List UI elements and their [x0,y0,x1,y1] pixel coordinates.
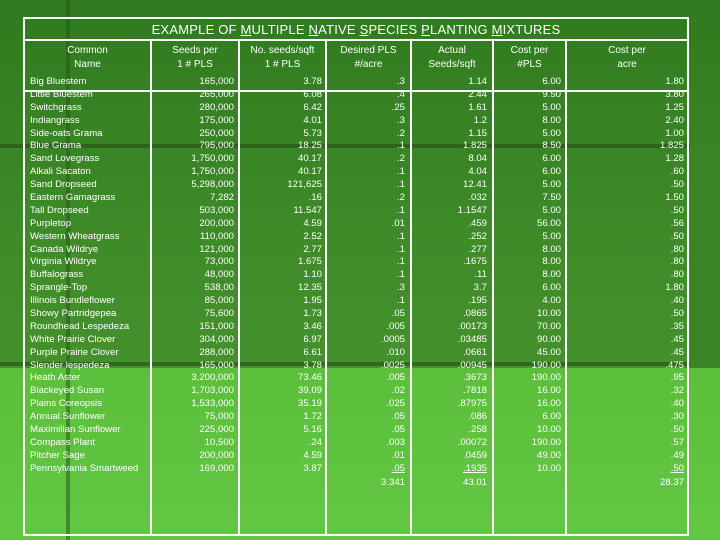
cost-per-acre-cell: .35 [670,320,684,332]
table-row [25,192,687,205]
species-name-cell: Pitcher Sage [30,449,85,461]
seeds-per-lb-cell: 200,000 [199,449,234,461]
actual-seeds-cell: .258 [468,424,487,436]
title-initial: P [421,22,431,37]
seeds-per-sqft-cell: 1.675 [297,256,322,268]
desired-pls-cell: .0025 [380,359,405,371]
desired-pls-cell: .005 [386,320,405,332]
desired-pls-cell: .003 [386,436,405,448]
seeds-per-lb-cell: 265,000 [199,88,234,100]
cost-per-pls-cell: 45.00 [536,346,561,358]
header-cost-per-pls [494,44,565,72]
table-row [25,102,687,115]
cost-per-pls-cell: 8.00 [542,269,561,281]
seeds-per-lb-cell: 200,000 [199,217,234,229]
cost-per-acre-cell: .80 [670,269,684,281]
header-cost-per-acre [567,44,687,72]
table-row [25,334,687,347]
seeds-per-sqft-cell: 2.77 [303,243,322,255]
header-line: #/acre [354,59,383,70]
cost-per-pls-cell: 49.00 [536,449,561,461]
desired-pls-cell: .1 [396,204,405,216]
seeds-per-sqft-cell: 1.10 [303,269,322,281]
cost-per-pls-cell: 16.00 [536,385,561,397]
table-row [25,166,687,179]
table-row [25,256,687,269]
seeds-per-sqft-cell: .16 [308,192,322,204]
table-row [25,295,687,308]
cost-per-acre-cell: 1.28 [665,153,684,165]
desired-pls-cell: .1 [396,269,405,281]
title-initial: M [240,22,252,37]
actual-seeds-cell: .0865 [462,308,487,320]
species-name-cell: Pennsylvania Smartweed [30,462,139,474]
species-name-cell: Buffalograss [30,269,84,281]
seeds-per-lb-cell: 121,000 [199,243,234,255]
cost-per-pls-cell: 8.00 [542,256,561,268]
cost-per-pls-cell: 70.00 [536,320,561,332]
table-row [25,205,687,218]
actual-seeds-cell: 8.04 [468,153,487,165]
seeds-per-sqft-cell: 2.52 [303,230,322,242]
table-row [25,398,687,411]
desired-pls-cell: .005 [386,372,405,384]
table-row [25,308,687,321]
cost-per-pls-cell: 56.00 [536,217,561,229]
desired-pls-cell: .3 [396,114,405,126]
total-actual-seeds: 43.01 [462,476,487,488]
cost-per-acre-cell: .50 [670,424,684,436]
seeds-per-lb-cell: 165,000 [199,359,234,371]
actual-seeds-cell: 1.2 [473,114,487,126]
seeds-per-sqft-cell: 3.46 [303,320,322,332]
cost-per-acre-cell: .50 [670,230,684,242]
actual-seeds-cell: 1.15 [468,127,487,139]
table-title [25,19,687,41]
seeds-per-lb-cell: 7,282 [209,192,234,204]
cost-per-pls-cell: 90.00 [536,333,561,345]
cost-per-pls-cell: 7.50 [542,192,561,204]
actual-seeds-cell: .00173 [457,320,487,332]
header-seeds-per-sqft [240,44,325,72]
seeds-per-sqft-cell: 3.78 [303,359,322,371]
cost-per-acre-cell: 2.40 [665,114,684,126]
actual-seeds-cell: 2.44 [468,88,487,100]
seeds-per-sqft-cell: 39.09 [297,385,322,397]
species-name-cell: Canada Wildrye [30,243,99,255]
seeds-per-lb-cell: 795,000 [199,140,234,152]
species-name-cell: Maximilian Sunflower [30,424,121,436]
species-name-cell: Little Bluestem [30,88,93,100]
species-name-cell: Purpletop [30,217,72,229]
desired-pls-cell: .1 [396,179,405,191]
actual-seeds-cell: .00945 [457,359,487,371]
actual-seeds-cell: .459 [468,217,487,229]
title-text: PECIES [368,22,422,37]
seeds-per-sqft-cell: .24 [308,436,322,448]
header-seeds-per-lb [152,44,238,72]
cost-per-pls-cell: 16.00 [536,398,561,410]
seeds-per-lb-cell: 3,200,000 [191,372,234,384]
actual-seeds-cell: 3.7 [473,282,487,294]
table-row [25,450,687,463]
species-name-cell: Alkali Sacaton [30,166,91,178]
cost-per-acre-cell: .30 [670,411,684,423]
header-line: 1 # PLS [264,59,301,70]
cost-per-pls-cell: 190.00 [531,436,561,448]
cost-per-acre-cell: 1.80 [665,76,684,87]
actual-seeds-cell: .11 [474,269,487,281]
cost-per-acre-cell: 1.00 [665,127,684,139]
cost-per-pls-cell: 4.00 [542,295,561,307]
table-row [25,463,687,476]
actual-seeds-cell: .252 [468,230,487,242]
seeds-per-lb-cell: 5,298,000 [191,179,234,191]
desired-pls-cell: .1 [396,295,405,307]
seeds-per-sqft-cell: 3.78 [303,76,322,87]
desired-pls-cell: .1 [396,140,405,152]
totals-row [25,476,687,490]
cost-per-pls-cell: 8.00 [542,243,561,255]
table-row [25,89,687,102]
species-name-cell: Indiangrass [30,114,80,126]
species-name-cell: Big Bluestem [30,76,87,87]
seeds-per-sqft-cell: 73.46 [297,372,322,384]
desired-pls-cell: .1 [396,256,405,268]
table-row [25,179,687,192]
cost-per-pls-cell: 6.00 [542,76,561,87]
cost-per-pls-cell: 190.00 [531,372,561,384]
cost-per-acre-cell: .45 [670,333,684,345]
seeds-per-lb-cell: 75,600 [204,308,234,320]
cost-per-pls-cell: 6.00 [542,411,561,423]
species-name-cell: Sand Dropseed [30,179,97,191]
actual-seeds-cell: .0459 [462,449,487,461]
table-row [25,269,687,282]
seeds-per-sqft-cell: 1.72 [303,411,322,423]
seeds-per-lb-cell: 75,000 [204,411,234,423]
seeds-per-lb-cell: 85,000 [204,295,234,307]
cost-per-acre-cell: .50 [670,204,684,216]
actual-seeds-cell: 1.14 [468,76,487,87]
desired-pls-cell: .3 [396,282,405,294]
desired-pls-cell: .4 [396,88,405,100]
cost-per-acre-cell: .40 [670,398,684,410]
table-row [25,128,687,141]
table-row [25,424,687,437]
seeds-per-sqft-cell: 40.17 [297,166,322,178]
table-row [25,76,687,89]
title-text: LANTING [430,22,492,37]
table-row [25,218,687,231]
header-line: Actual [438,45,466,56]
title-initial: S [359,22,369,37]
species-name-cell: Switchgrass [30,101,82,113]
desired-pls-cell: .02 [391,385,405,397]
title-text: ATIVE [318,22,360,37]
background-panel [690,144,720,368]
table-row [25,372,687,385]
desired-pls-cell: .05 [391,308,405,320]
desired-pls-cell: .010 [386,346,405,358]
title-initial: M [491,22,503,37]
desired-pls-cell: .25 [391,101,405,113]
table-row [25,231,687,244]
desired-pls-cell: .05 [391,424,405,436]
cost-per-pls-cell: 5.00 [542,101,561,113]
actual-seeds-cell: .032 [468,192,487,204]
cost-per-pls-cell: 6.00 [542,153,561,165]
seeds-per-sqft-cell: 4.01 [303,114,322,126]
cost-per-acre-cell: .50 [670,179,684,191]
seeds-per-sqft-cell: 1.73 [303,308,322,320]
actual-seeds-cell: .1675 [462,256,487,268]
table-row [25,153,687,166]
seeds-per-lb-cell: 225,000 [199,424,234,436]
species-name-cell: Side-oats Grama [30,127,103,139]
seeds-per-lb-cell: 1,750,000 [191,166,234,178]
seeds-per-lb-cell: 151,000 [199,320,234,332]
planting-mixtures-table [23,17,689,536]
actual-seeds-cell: .086 [468,411,487,423]
title-text: IXTURES [502,22,561,37]
actual-seeds-cell: 1.825 [462,140,487,152]
cost-per-acre-cell: 3.80 [665,88,684,100]
seeds-per-lb-cell: 175,000 [199,114,234,126]
header-line: 1 # PLS [177,59,213,70]
cost-per-pls-cell: 5.00 [542,230,561,242]
cost-per-acre-cell: .80 [670,243,684,255]
seeds-per-lb-cell: 73,000 [204,256,234,268]
seeds-per-lb-cell: 503,000 [199,204,234,216]
header-line: Cost per [608,45,646,56]
seeds-per-lb-cell: 10,500 [204,436,234,448]
species-name-cell: Roundhead Lespedeza [30,320,130,332]
cost-per-pls-cell: 5.00 [542,127,561,139]
cost-per-acre-cell: .56 [670,217,684,229]
table-row [25,140,687,153]
cost-per-acre-cell: .95 [670,372,684,384]
species-name-cell: Purple Prairie Clover [30,346,119,358]
table-body [25,76,687,490]
table-row [25,321,687,334]
cost-per-pls-cell: 6.00 [542,166,561,178]
header-line: Seeds/sqft [428,59,476,70]
actual-seeds-cell: 12.41 [462,179,487,191]
desired-pls-cell: .3 [396,76,405,87]
cost-per-acre-cell: .60 [670,166,684,178]
seeds-per-sqft-cell: 4.59 [303,217,322,229]
seeds-per-sqft-cell: 6.08 [303,88,322,100]
actual-seeds-cell: .277 [468,243,487,255]
actual-seeds-cell: .0661 [462,346,487,358]
actual-seeds-cell: 1.61 [468,101,487,113]
cost-per-pls-cell: 10.00 [536,424,561,436]
seeds-per-lb-cell: 538,00 [204,282,234,294]
seeds-per-sqft-cell: 4.59 [303,449,322,461]
seeds-per-lb-cell: 288,000 [199,346,234,358]
seeds-per-sqft-cell: 121,625 [287,179,322,191]
cost-per-acre-cell: 1.80 [665,282,684,294]
desired-pls-cell: .01 [391,217,405,229]
cost-per-acre-cell: .40 [670,295,684,307]
desired-pls-cell: .01 [391,449,405,461]
seeds-per-sqft-cell: 3.87 [303,462,322,474]
seeds-per-lb-cell: 169,000 [199,462,234,474]
desired-pls-cell: .1 [396,230,405,242]
species-name-cell: Slender lespedeza [30,359,110,371]
seeds-per-lb-cell: 110,000 [200,230,234,242]
cost-per-pls-cell: 8.50 [542,140,561,152]
species-name-cell: Showy Partridgepea [30,308,117,320]
species-name-cell: Eastern Gamagrass [30,192,116,204]
species-name-cell: Annual Sunflower [30,411,106,423]
header-line: Common [67,45,108,56]
species-name-cell: Virginia Wildrye [30,256,97,268]
desired-pls-cell: .0005 [380,333,405,345]
table-row [25,244,687,257]
seeds-per-lb-cell: 280,000 [199,101,234,113]
cost-per-acre-cell: .50 [670,308,684,320]
actual-seeds-cell: .7818 [462,385,487,397]
seeds-per-sqft-cell: 18.25 [297,140,322,152]
seeds-per-sqft-cell: 35.19 [297,398,322,410]
actual-seeds-cell: .1935 [462,462,487,474]
seeds-per-sqft-cell: 12.35 [297,282,322,294]
header-line: Name [74,59,101,70]
species-name-cell: Blackeyed Susan [30,385,105,397]
cost-per-pls-cell: 10.00 [536,462,561,474]
species-name-cell: Blue Grama [30,140,82,152]
table-row [25,385,687,398]
species-name-cell: Sprangle-Top [30,282,88,294]
header-common-name [25,44,150,72]
desired-pls-cell: .025 [386,398,405,410]
seeds-per-lb-cell: 250,000 [199,127,234,139]
header-line: Seeds per [172,45,218,56]
seeds-per-lb-cell: 1,533,000 [191,398,234,410]
actual-seeds-cell: .87975 [457,398,487,410]
species-name-cell: Western Wheatgrass [30,230,120,242]
title-initial: N [308,22,319,37]
cost-per-pls-cell: 9.50 [542,88,561,100]
seeds-per-sqft-cell: 40.17 [297,153,322,165]
cost-per-pls-cell: 5.00 [542,179,561,191]
cost-per-acre-cell: .80 [670,256,684,268]
actual-seeds-cell: .00072 [457,436,487,448]
title-text: EXAMPLE OF [151,22,241,37]
species-name-cell: White Prairie Clover [30,333,116,345]
desired-pls-cell: .2 [396,153,405,165]
cost-per-pls-cell: 5.00 [542,204,561,216]
total-cost-per-acre: 28.37 [659,476,684,488]
cost-per-acre-cell: 1.50 [665,192,684,204]
header-line: #PLS [517,59,542,70]
actual-seeds-cell: 4.04 [468,166,487,178]
total-desired-pls: 3.341 [380,476,405,488]
cost-per-acre-cell: 1.825 [659,140,684,152]
desired-pls-cell: .2 [396,127,405,139]
seeds-per-sqft-cell: 5.73 [303,127,322,139]
header-line: No. seeds/sqft [250,45,315,56]
cost-per-acre-cell: .475 [665,359,684,371]
cost-per-pls-cell: 8.00 [542,114,561,126]
title-text: ULTIPLE [251,22,309,37]
desired-pls-cell: .05 [391,411,405,423]
actual-seeds-cell: 1.1547 [457,204,487,216]
cost-per-acre-cell: .57 [670,436,684,448]
table-row [25,347,687,360]
seeds-per-lb-cell: 48,000 [204,269,234,281]
table-row [25,360,687,373]
header-desired-pls [327,44,410,72]
cost-per-acre-cell: .45 [670,346,684,358]
actual-seeds-cell: .03485 [457,333,487,345]
species-name-cell: Heath Aster [30,372,81,384]
seeds-per-sqft-cell: 6.42 [303,101,322,113]
desired-pls-cell: .05 [391,462,405,474]
cost-per-pls-cell: 10.00 [536,308,561,320]
species-name-cell: Plains Coreopsis [30,398,102,410]
table-row [25,437,687,450]
actual-seeds-cell: .3673 [462,372,487,384]
desired-pls-cell: .1 [396,166,405,178]
seeds-per-lb-cell: 304,000 [199,333,234,345]
seeds-per-lb-cell: 1,750,000 [191,153,234,165]
table-row [25,411,687,424]
species-name-cell: Sand Lovegrass [30,153,100,165]
seeds-per-sqft-cell: 6.61 [303,346,322,358]
table-row [25,115,687,128]
cost-per-acre-cell: .32 [670,385,684,397]
species-name-cell: Compass Plant [30,436,96,448]
cost-per-pls-cell: 6.00 [542,282,561,294]
seeds-per-lb-cell: 1,703,000 [191,385,234,397]
desired-pls-cell: .2 [396,192,405,204]
header-line: Cost per [510,45,549,56]
table-row [25,282,687,295]
seeds-per-sqft-cell: 11.547 [293,204,322,216]
cost-per-acre-cell: 1.25 [665,101,684,113]
seeds-per-sqft-cell: 6.97 [303,333,322,345]
header-line: Desired PLS [340,45,397,56]
seeds-per-sqft-cell: 1.95 [303,295,322,307]
cost-per-acre-cell: .49 [670,449,684,461]
header-actual-seeds [412,44,492,72]
header-line: acre [617,59,637,70]
species-name-cell: Tall Dropseed [30,204,89,216]
seeds-per-sqft-cell: 5.16 [303,424,322,436]
seeds-per-lb-cell: 165,000 [199,76,234,87]
cost-per-acre-cell: .50 [670,462,684,474]
cost-per-pls-cell: 190.00 [531,359,561,371]
actual-seeds-cell: .195 [468,295,487,307]
desired-pls-cell: .1 [396,243,405,255]
species-name-cell: Illinois Bundleflower [30,295,115,307]
